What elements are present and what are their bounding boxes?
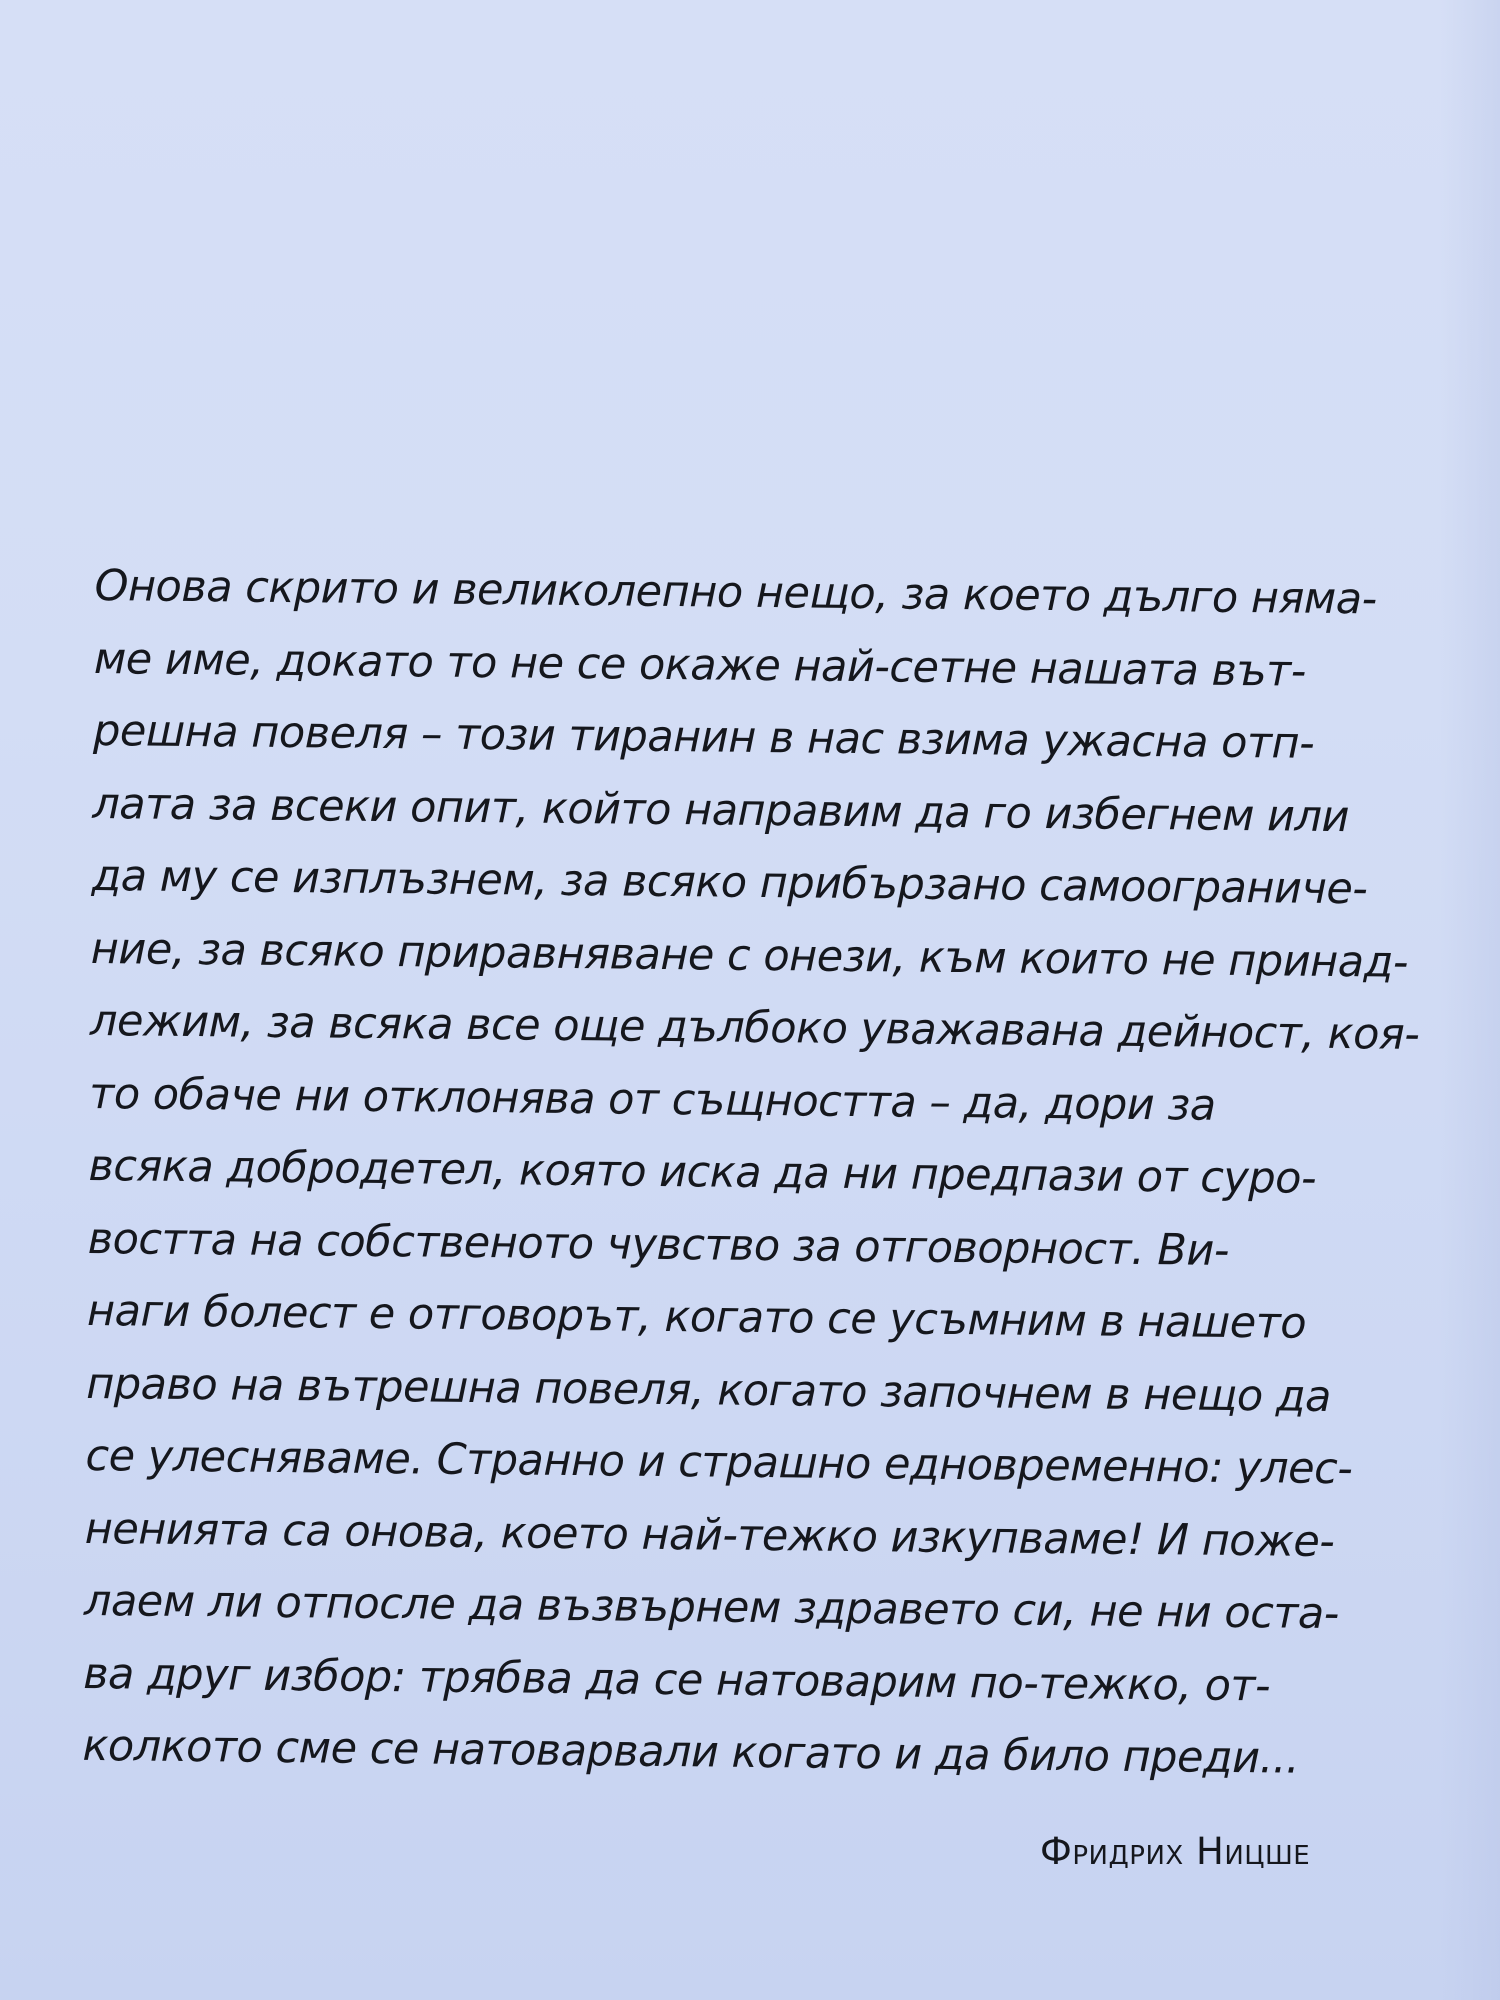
quote-line: да му се изплъзнем, за всяко прибързано самоограниче- — [91, 850, 1368, 915]
quote-line: решна повеля – този тиранин в нас взима ужасна отп- — [92, 705, 1315, 769]
quote-line: всяка добродетел, която иска да ни предпази от суро- — [88, 1140, 1317, 1204]
quote-line: наги болест е отговорът, когато се усъмним в нашето — [86, 1285, 1307, 1349]
quote-line: ме име, докато то не се окаже най-сетне нашата вът- — [93, 633, 1307, 697]
quote-line: востта на собственото чувство за отговорност. Ви- — [87, 1213, 1230, 1276]
quote-line: лежим, за всяка все още дълбоко уважавана дейност, коя- — [89, 995, 1420, 1060]
quote-line: колкото сме се натоварвали когато и да било преди... — [82, 1720, 1300, 1784]
quote-line: ние, за всяко приравняване с онези, към които не принад- — [90, 923, 1409, 988]
page-edge-shadow — [1440, 0, 1500, 2000]
quote-line: ненията са онова, което най-тежко изкупваме! И поже- — [84, 1503, 1335, 1567]
quote-line: ва друг избор: трябва да се натоварим по-тежко, от- — [82, 1648, 1271, 1711]
quote-line: се улесняваме. Странно и страшно едновременно: улес- — [85, 1430, 1353, 1495]
quote-line: лата за всеки опит, който направим да го избегнем или — [92, 778, 1350, 842]
quote-line: право на вътрешна повеля, когато започнем в нещо да — [86, 1358, 1332, 1422]
quote-paragraph — [82, 550, 1420, 1796]
author-attribution: Фридрих Ницше — [1040, 1830, 1311, 1873]
quote-line: лаем ли отпосле да възвърнем здравето си, не ни оста- — [83, 1575, 1340, 1640]
quote-line: то обаче ни отклонява от същността – да, дори за — [89, 1068, 1216, 1131]
quote-line: Онова скрито и великолепно нещо, за което дълго няма- — [94, 560, 1377, 625]
